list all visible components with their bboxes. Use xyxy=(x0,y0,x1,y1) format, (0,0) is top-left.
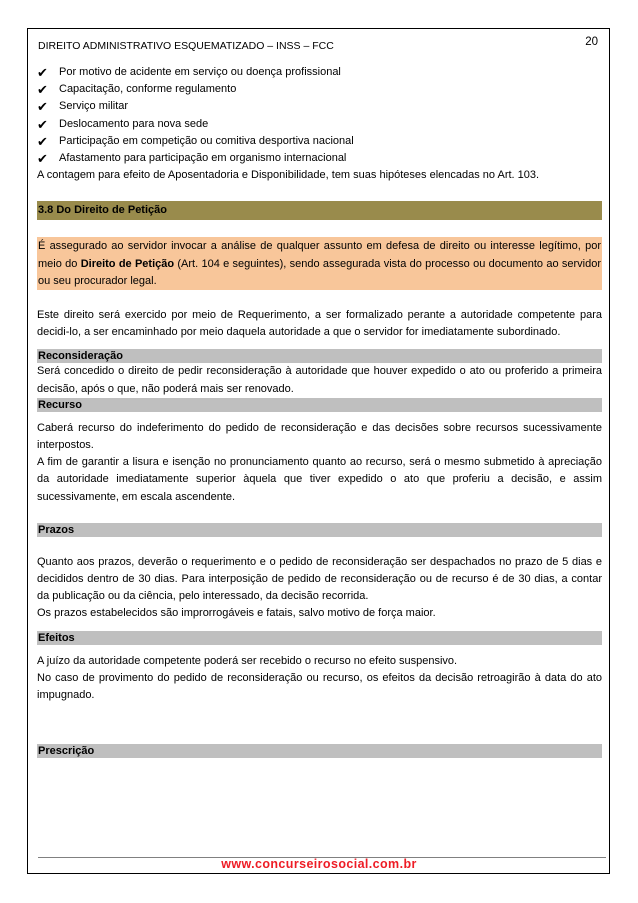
reconsideracao-text: Será concedido o direito de pedir reconsideração à autoridade que houver expedido o ato ou proferido a primeira decisão, após o que, não poderá mais ser renovado. xyxy=(37,365,602,395)
highlight-box xyxy=(37,237,602,290)
checkmark-icon: ✔ xyxy=(37,82,48,98)
list-item xyxy=(37,81,602,98)
efeitos-heading: Efeitos xyxy=(37,631,602,645)
list-item-text: Participação em competição ou comitiva desportiva nacional xyxy=(59,134,354,147)
prazos-heading: Prazos xyxy=(37,523,602,537)
requerimento-paragraph: Este direito será exercido por meio de Requerimento, a ser formalizado perante a autoridade competente para decidi-lo, a ser encaminhado por meio daquela autoridade a que o servidor for imediatamente subordinado. xyxy=(37,308,602,339)
checkmark-icon: ✔ xyxy=(37,65,48,80)
efeitos-paragraph-2: No caso de provimento do pedido de reconsideração ou recurso, os efeitos da decisão retroagirão à data do ato impugnado. xyxy=(37,671,602,701)
highlight-text-start: É assegurado ao servidor invocar a análise de qualquer assunto em defesa de direito ou interesse legítimo, por meio do xyxy=(38,240,601,270)
list-item-text: Capacitação, conforme regulamento xyxy=(59,83,237,96)
list-item-text: Por motivo de acidente em serviço ou doença profissional xyxy=(59,66,341,78)
prescricao-heading: Prescrição xyxy=(37,744,602,758)
list-item-text: Serviço militar xyxy=(59,100,129,113)
list-item xyxy=(37,116,602,133)
checkmark-icon: ✔ xyxy=(37,99,48,115)
page-content xyxy=(37,64,602,758)
prazos-paragraph-2: Os prazos estabelecidos são improrrogáveis e fatais, salvo motivo de força maior. xyxy=(37,607,436,620)
list-item xyxy=(37,64,602,81)
checkmark-icon: ✔ xyxy=(37,133,48,149)
highlight-text-end: (Art. 104 e seguintes), sendo assegurada vista do processo ou documento ao servidor ou seu procurador legal. xyxy=(38,257,601,287)
list-item xyxy=(37,150,602,167)
recurso-paragraph-2: A fim de garantir a lisura e isenção no pronunciamento quanto ao recurso, será o mesmo submetido à apreciação da autoridade imediatamente superior àquela que tiver expedido o ato que proferiu a decisão, e assim sucessivamente, em escala ascendente. xyxy=(37,456,602,503)
recurso-paragraph-1: Caberá recurso do indeferimento do pedido de reconsideração e das decisões sobre recursos sucessivamente interpostos. xyxy=(37,421,602,451)
list-item xyxy=(37,133,602,150)
list-item-text: Deslocamento para nova sede xyxy=(59,117,209,130)
header-title: DIREITO ADMINISTRATIVO ESQUEMATIZADO – INSS – FCC xyxy=(38,40,334,52)
page-number: 20 xyxy=(585,36,598,48)
counting-note: A contagem para efeito de Aposentadoria e Disponibilidade, tem suas hipóteses elencadas no Art. 103. xyxy=(37,169,540,182)
page-header xyxy=(38,38,598,54)
highlight-term: Direito de Petição xyxy=(80,257,175,270)
prazos-paragraph-1: Quanto aos prazos, deverão o requerimento e o pedido de reconsideração ser despachados no prazo de 5 dias e decididos dentro de 30 dias. Para interposição de pedido de reconsideração ou de recurso é de 30 dias, a contar da publicação ou da ciência, pelo interessado, da decisão recorrida. xyxy=(37,555,602,603)
reconsideracao-heading: Reconsideração xyxy=(37,349,602,363)
footer-url[interactable]: www.concurseirosocial.com.br xyxy=(221,857,417,871)
efeitos-paragraph-1: A juízo da autoridade competente poderá ser recebido o recurso no efeito suspensivo. xyxy=(37,654,458,667)
checkmark-icon: ✔ xyxy=(37,116,48,132)
checkmark-icon: ✔ xyxy=(37,150,48,166)
list-item-text: Afastamento para participação em organismo internacional xyxy=(59,151,347,164)
section-heading: 3.8 Do Direito de Petição xyxy=(37,201,602,220)
list-item xyxy=(37,98,602,115)
recurso-heading: Recurso xyxy=(37,398,602,412)
checklist xyxy=(37,64,602,167)
